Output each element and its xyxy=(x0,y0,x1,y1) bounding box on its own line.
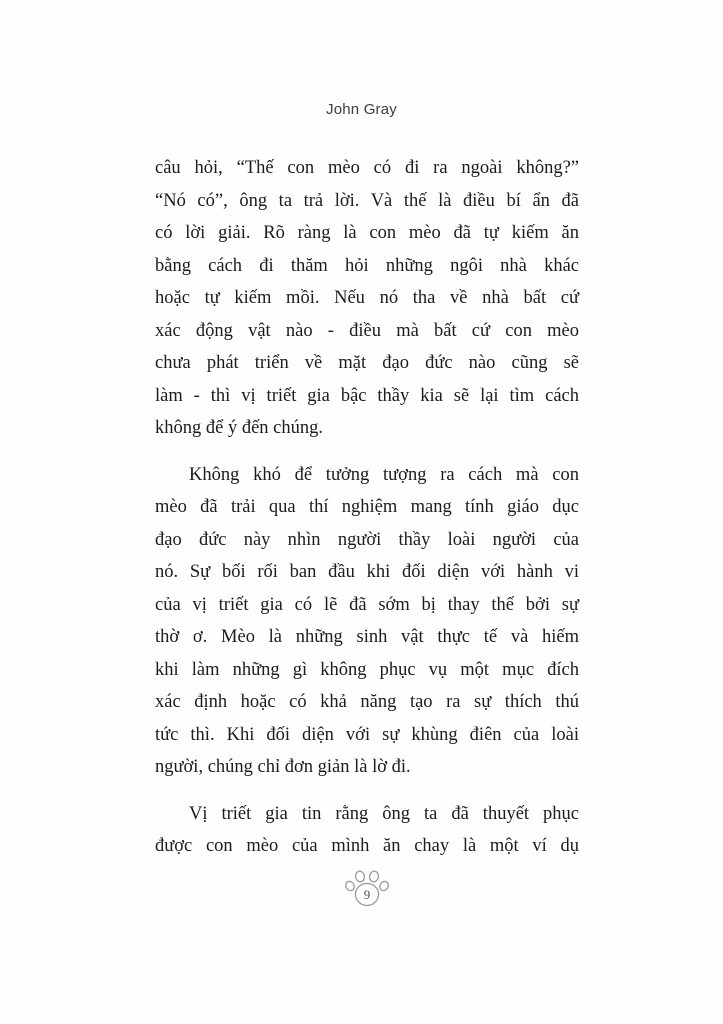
text-line: được con mèo của mình ăn chay là một ví dụ xyxy=(155,836,579,856)
page-footer xyxy=(155,869,579,913)
body-text xyxy=(155,152,579,877)
text-line: đạo đức này nhìn người thầy loài người của xyxy=(155,529,579,550)
text-line: bằng cách đi thăm hỏi những ngôi nhà khác xyxy=(155,255,579,276)
text-line: của vị triết gia có lẽ đã sớm bị thay thế bởi sự xyxy=(155,594,579,615)
text-line: tức thì. Khi đối diện với sự khùng điên của loài xyxy=(155,724,579,745)
text-line: câu hỏi, “Thế con mèo có đi ra ngoài không?” xyxy=(155,158,579,178)
running-header: John Gray xyxy=(326,101,397,118)
text-line: Không khó để tưởng tượng ra cách mà con xyxy=(189,464,579,485)
page-number: 9 xyxy=(363,887,371,902)
text-line: “Nó có”, ông ta trả lời. Và thế là điều bí ẩn đã xyxy=(155,190,579,211)
paragraph xyxy=(155,798,579,863)
text-line: chưa phát triển về mặt đạo đức nào cũng sẽ xyxy=(155,353,579,373)
paragraph xyxy=(155,152,579,445)
text-line: Vị triết gia tin rằng ông ta đã thuyết phục xyxy=(189,803,579,824)
paragraph xyxy=(155,459,579,784)
text-line: xác định hoặc có khả năng tạo ra sự thích thú xyxy=(155,692,579,712)
text-line: mèo đã trải qua thí nghiệm mang tính giáo dục xyxy=(155,497,579,517)
text-line: khi làm những gì không phục vụ một mục đích xyxy=(155,659,579,680)
paw-icon xyxy=(344,869,390,913)
text-line: có lời giải. Rõ ràng là con mèo đã tự kiếm ăn xyxy=(155,223,579,243)
text-line: nó. Sự bối rối ban đầu khi đối diện với hành vi xyxy=(155,562,579,582)
paw-page-number xyxy=(344,869,390,913)
text-line: người, chúng chỉ đơn giản là lờ đi. xyxy=(155,757,411,777)
text-line: xác động vật nào - điều mà bất cứ con mèo xyxy=(155,320,579,341)
text-line: thờ ơ. Mèo là những sinh vật thực tế và hiếm xyxy=(155,627,579,647)
text-line: hoặc tự kiếm mồi. Nếu nó tha về nhà bất cứ xyxy=(155,288,579,308)
text-line: không để ý đến chúng. xyxy=(155,418,324,438)
text-line: làm - thì vị triết gia bậc thầy kia sẽ lại tìm cách xyxy=(155,385,579,406)
